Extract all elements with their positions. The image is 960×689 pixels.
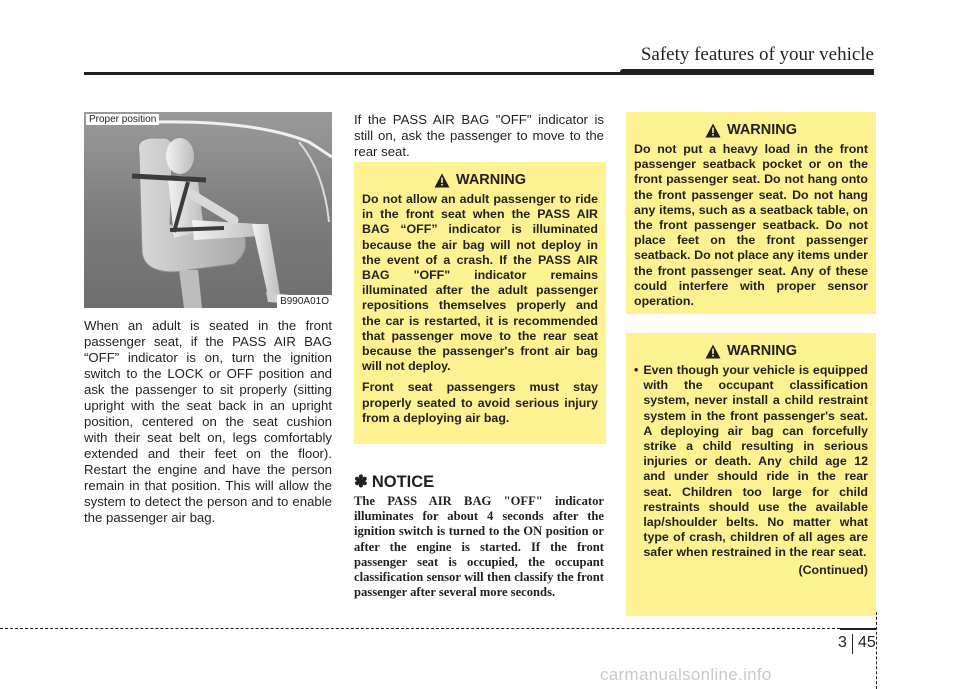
warning-heading <box>362 172 598 188</box>
watermark: carmanualsonline.info <box>600 665 772 684</box>
warning-title: WARNING <box>726 343 798 359</box>
list-item <box>634 363 868 561</box>
warning-paragraph: Front seat passengers must stay properly seated to avoid serious injury from a deploying air bag. <box>362 380 598 425</box>
bullet-text: Even though your vehicle is equipped with the occupant classification system, never install a child restraint system in the front passenger's seat. A deploying air bag can forcefully strike a child resulting in serious injuries or death. Any child age 12 and under should ride in the rear seat. Children too large for child restraints should use the available lap/shoulder belts. No matter what type of crash, children of all ages are safer when restrained in the rear seat. <box>643 363 868 560</box>
notice-heading <box>354 472 434 492</box>
warning-title: WARNING <box>726 122 798 138</box>
warning-triangle-icon <box>705 123 721 138</box>
header-rule-accent <box>620 69 874 75</box>
column2-intro: If the PASS AIR BAG "OFF" indicator is still on, ask the passenger to move to the rear seat. <box>354 112 604 159</box>
page-number: 45 <box>858 634 876 651</box>
warning-triangle-icon <box>434 173 450 188</box>
continued-label: (Continued) <box>798 562 868 577</box>
page-header-title: Safety features of your vehicle <box>640 44 874 65</box>
footer-rule <box>0 628 840 629</box>
notice-body: The PASS AIR BAG "OFF" indicator illuminates for about 4 seconds after the ignition switch is turned to the ON position or after the engine is started. If the front passenger seat is occupied, the occupant classification sensor will then classify the front passenger after several more seconds. <box>354 494 604 600</box>
warning-body <box>634 363 868 578</box>
column1-body: When an adult is seated in the front passenger seat, if the PASS AIR BAG “OFF” indicator is on, turn the ignition switch to the LOCK or OFF position and ask the passenger to sit properly (sitting upright with the seat back in an upright position, centered on the seat cushion with their seat belt on, legs comfortably extended and their feet on the floor). Restart the engine and have the person remain in that position. This will allow the system to detect the person and to enable the passenger air bag. <box>84 318 332 525</box>
warning-title: WARNING <box>455 172 527 188</box>
warning-body <box>362 192 598 426</box>
warning-box-child-restraint <box>626 333 876 616</box>
chapter-number: 3 <box>838 634 847 651</box>
warning-body: Do not put a heavy load in the front passenger seatback pocket or on the front passenger seat. Do not hang onto the front passenger seat. Do not hang any items, such as a seatback table, on the front passenger seatback. Do not place feet on the front passenger seatback. Do not place any items under the front passenger seat. Any of these could interfere with proper sensor operation. <box>634 142 868 309</box>
warning-heading <box>634 343 868 359</box>
warning-paragraph: Do not allow an adult passenger to ride in the front seat when the PASS AIR BAG “OFF” indicator is illuminated because the air bag will not deploy in the event of a crash. If the PASS AIR BAG "OFF" indicator remains illuminated after the adult passenger repositions themselves properly and the car is restarted, it is recommended that passenger move to the rear seat because the passenger's front air bag will not deploy. <box>362 192 598 374</box>
footer-rule-accent <box>840 628 876 630</box>
warning-heading <box>634 122 868 138</box>
footer-vertical-rule <box>876 612 877 689</box>
notice-star-icon: ✽ <box>354 473 368 491</box>
figure-caption: Proper position <box>86 114 159 125</box>
warning-triangle-icon <box>705 344 721 359</box>
notice-title: NOTICE <box>371 472 435 491</box>
page-number-divider <box>852 634 853 654</box>
warning-box-front-seat <box>354 162 606 444</box>
passenger-figure-drawing <box>84 112 332 308</box>
warning-box-seatback <box>626 112 876 314</box>
figure-code: B990A01O <box>277 295 332 308</box>
bullet-icon: • <box>634 363 639 377</box>
seated-passenger-illustration <box>84 112 332 308</box>
